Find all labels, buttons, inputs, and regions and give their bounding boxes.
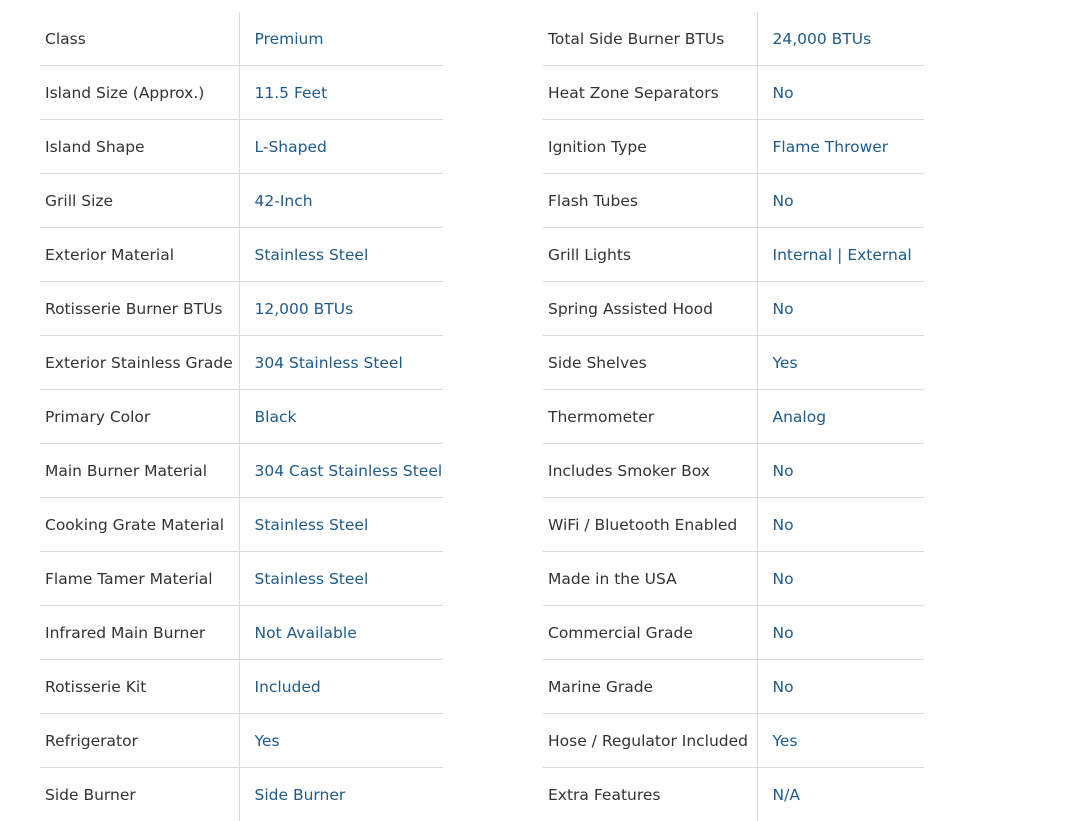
spec-value: Stainless Steel [239,552,443,606]
specs-table-left-body [40,12,443,821]
spec-value: N/A [757,768,924,821]
spec-value: Premium [239,12,443,66]
spec-label: Hose / Regulator Included [543,714,757,768]
spec-row [40,498,443,552]
spec-value: No [757,282,924,336]
spec-label: Flash Tubes [543,174,757,228]
spec-label: Class [40,12,239,66]
spec-row [40,12,443,66]
spec-value: Included [239,660,443,714]
spec-value: No [757,498,924,552]
spec-value: No [757,660,924,714]
spec-row [40,66,443,120]
spec-row [543,552,924,606]
spec-row [543,768,924,821]
spec-label: Flame Tamer Material [40,552,239,606]
spec-label: Heat Zone Separators [543,66,757,120]
spec-value: 24,000 BTUs [757,12,924,66]
spec-row [40,444,443,498]
spec-row [40,768,443,821]
spec-label: Exterior Stainless Grade [40,336,239,390]
spec-label: Commercial Grade [543,606,757,660]
spec-label: Cooking Grate Material [40,498,239,552]
spec-label: Exterior Material [40,228,239,282]
spec-row [40,552,443,606]
spec-label: WiFi / Bluetooth Enabled [543,498,757,552]
spec-value: L-Shaped [239,120,443,174]
spec-row [543,498,924,552]
spec-label: Thermometer [543,390,757,444]
spec-value: Flame Thrower [757,120,924,174]
spec-row [40,120,443,174]
spec-row [543,444,924,498]
spec-value: Side Burner [239,768,443,821]
spec-row [40,174,443,228]
spec-label: Rotisserie Kit [40,660,239,714]
spec-row [543,714,924,768]
spec-value: Internal | External [757,228,924,282]
spec-value: Analog [757,390,924,444]
spec-value: 304 Stainless Steel [239,336,443,390]
specs-table-left [40,12,443,821]
spec-label: Grill Size [40,174,239,228]
spec-row [543,174,924,228]
spec-value: Yes [757,714,924,768]
spec-label: Island Size (Approx.) [40,66,239,120]
spec-value: No [757,174,924,228]
spec-row [40,282,443,336]
spec-value: Yes [239,714,443,768]
spec-row [543,282,924,336]
spec-row [40,714,443,768]
spec-value: Black [239,390,443,444]
spec-row [543,336,924,390]
spec-row [543,66,924,120]
spec-row [40,660,443,714]
spec-row [543,660,924,714]
spec-row [40,228,443,282]
spec-row [543,120,924,174]
spec-value: Yes [757,336,924,390]
spec-label: Marine Grade [543,660,757,714]
specs-table-right-body [543,12,924,821]
spec-label: Primary Color [40,390,239,444]
spec-value: No [757,552,924,606]
spec-row [40,336,443,390]
spec-value: Stainless Steel [239,228,443,282]
spec-label: Extra Features [543,768,757,821]
spec-value: Stainless Steel [239,498,443,552]
spec-label: Made in the USA [543,552,757,606]
spec-label: Side Burner [40,768,239,821]
spec-value: No [757,606,924,660]
spec-value: 12,000 BTUs [239,282,443,336]
spec-label: Total Side Burner BTUs [543,12,757,66]
spec-row [543,606,924,660]
spec-label: Rotisserie Burner BTUs [40,282,239,336]
spec-value: No [757,444,924,498]
spec-row [40,606,443,660]
spec-value: No [757,66,924,120]
spec-value: Not Available [239,606,443,660]
spec-row [543,390,924,444]
spec-label: Side Shelves [543,336,757,390]
spec-value: 42-Inch [239,174,443,228]
spec-label: Refrigerator [40,714,239,768]
spec-label: Spring Assisted Hood [543,282,757,336]
spec-row [543,12,924,66]
spec-value: 304 Cast Stainless Steel [239,444,443,498]
specs-table-right [543,12,924,821]
spec-label: Island Shape [40,120,239,174]
spec-value: 11.5 Feet [239,66,443,120]
spec-row [40,390,443,444]
spec-label: Infrared Main Burner [40,606,239,660]
spec-label: Includes Smoker Box [543,444,757,498]
spec-label: Main Burner Material [40,444,239,498]
spec-label: Grill Lights [543,228,757,282]
spec-row [543,228,924,282]
spec-label: Ignition Type [543,120,757,174]
